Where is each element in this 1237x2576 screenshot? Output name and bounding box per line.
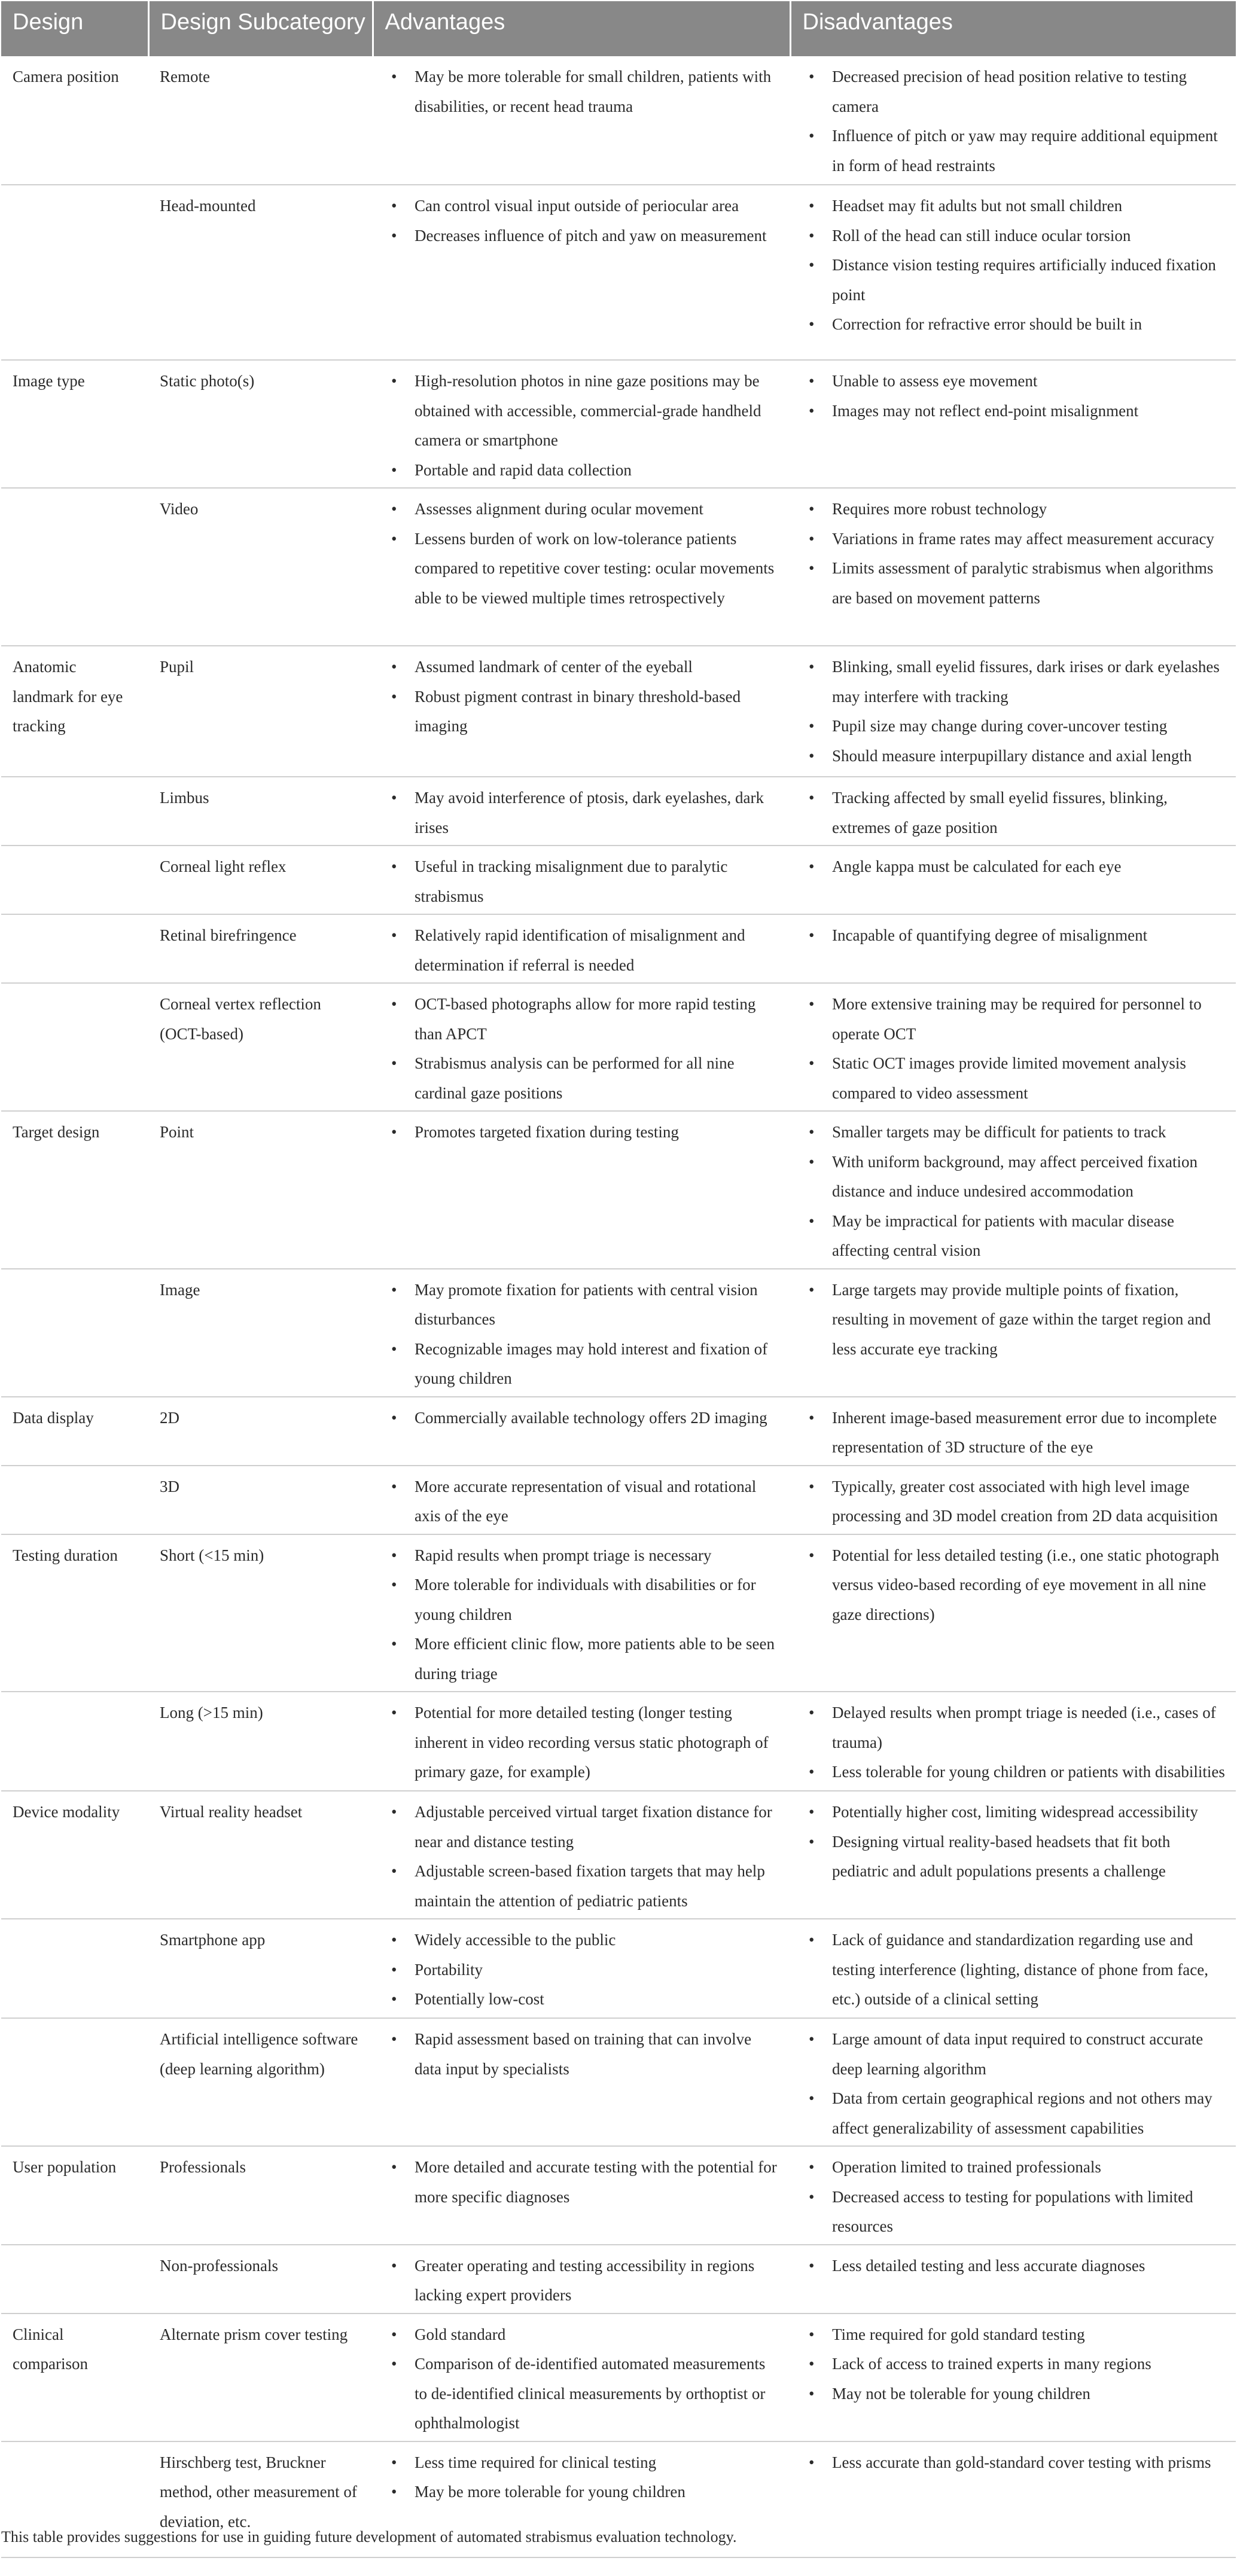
subcategory-label: Point [160, 1123, 194, 1141]
subcategory-cell [148, 2245, 373, 2313]
design-cell [1, 846, 148, 914]
advantage-item: • Widely accessible to the public [388, 1925, 782, 1955]
advantage-item: • Recognizable images may hold interest and fixation of young children [388, 1335, 782, 1394]
advantage-item: • Lessens burden of work on low-tolerance patients compared to repetitive cover testing: ocular movements able to be viewed multiple times retrospectively [388, 524, 782, 614]
advantage-list [388, 495, 782, 613]
advantage-list [388, 1118, 782, 1147]
advantage-list [388, 783, 782, 843]
subcategory-cell [148, 1269, 373, 1397]
advantage-list [388, 2025, 782, 2084]
disadvantage-item: • Incapable of quantifying degree of misalignment [806, 921, 1227, 951]
subcategory-cell [148, 185, 373, 360]
design-cell [1, 2146, 148, 2245]
table-row [1, 983, 1236, 1111]
disadvantage-item: • Influence of pitch or yaw may require additional equipment in form of head restraints [806, 121, 1227, 181]
disadvantage-item: • Delayed results when prompt triage is needed (i.e., cases of trauma) [806, 1698, 1227, 1757]
design-cell [1, 360, 148, 488]
advantage-cell [373, 2313, 790, 2441]
disadvantage-list [806, 783, 1227, 843]
disadvantage-list [806, 191, 1227, 340]
advantage-cell [373, 846, 790, 914]
design-cell [1, 185, 148, 360]
disadvantage-item: • Decreased access to testing for populations with limited resources [806, 2183, 1227, 2242]
design-cell [1, 1466, 148, 1534]
table-row [1, 1111, 1236, 1269]
disadvantage-item: • Lack of access to trained experts in many regions [806, 2349, 1227, 2379]
advantage-cell [373, 1534, 790, 1692]
advantage-item: • More detailed and accurate testing with the potential for more specific diagnoses [388, 2153, 782, 2212]
subcategory-cell [148, 2313, 373, 2441]
design-label: Testing duration [13, 1546, 118, 1564]
advantage-list [388, 1541, 782, 1689]
design-cell [1, 914, 148, 983]
advantage-item: • Can control visual input outside of periocular area [388, 191, 782, 221]
design-label: Camera position [13, 68, 119, 86]
disadvantage-cell [790, 1791, 1236, 1919]
design-cell [1, 488, 148, 646]
disadvantage-cell [790, 1466, 1236, 1534]
advantage-list [388, 191, 782, 251]
subcategory-label: Hirschberg test, Bruckner method, other measurement of deviation, etc. [160, 2453, 357, 2531]
design-cell [1, 777, 148, 846]
advantage-item: • More tolerable for individuals with disabilities or for young children [388, 1570, 782, 1629]
disadvantage-item: • Less accurate than gold-standard cover testing with prisms [806, 2448, 1227, 2478]
design-label: Anatomic landmark for eye tracking [13, 658, 123, 735]
disadvantage-cell [790, 1397, 1236, 1466]
advantage-item: • Comparison of de-identified automated measurements to de-identified clinical measurements by orthoptist or ophthalmologist [388, 2349, 782, 2438]
disadvantage-item: • Headset may fit adults but not small children [806, 191, 1227, 221]
subcategory-cell [148, 846, 373, 914]
advantage-item: • Promotes targeted fixation during testing [388, 1118, 782, 1147]
advantage-list [388, 2251, 782, 2311]
disadvantage-item: • Static OCT images provide limited movement analysis compared to video assessment [806, 1049, 1227, 1108]
disadvantage-cell [790, 2245, 1236, 2313]
disadvantage-list [806, 62, 1227, 181]
advantage-list [388, 652, 782, 741]
subcategory-label: Limbus [160, 789, 209, 807]
advantage-list [388, 1275, 782, 1394]
disadvantage-item: • Pupil size may change during cover-uncover testing [806, 712, 1227, 741]
table-row [1, 1397, 1236, 1466]
advantage-cell [373, 777, 790, 846]
advantage-item: • Potentially low-cost [388, 1985, 782, 2015]
disadvantage-item: • Limits assessment of paralytic strabismus when algorithms are based on movement patterns [806, 554, 1227, 613]
disadvantage-item: • Large targets may provide multiple points of fixation, resulting in movement of gaze within the target region and less accurate eye tracking [806, 1275, 1227, 1365]
subcategory-cell [148, 2018, 373, 2146]
advantage-item: • Gold standard [388, 2320, 782, 2350]
advantage-item: • Assesses alignment during ocular movement [388, 495, 782, 524]
design-cell [1, 1534, 148, 1692]
disadvantage-list [806, 2448, 1227, 2478]
design-label: Clinical comparison [13, 2325, 88, 2373]
disadvantage-cell [790, 1269, 1236, 1397]
disadvantage-item: • Large amount of data input required to construct accurate deep learning algorithm [806, 2025, 1227, 2084]
disadvantage-item: • Time required for gold standard testing [806, 2320, 1227, 2350]
disadvantage-item: • Angle kappa must be calculated for each eye [806, 852, 1227, 882]
advantage-cell [373, 185, 790, 360]
advantage-cell [373, 2146, 790, 2245]
subcategory-cell [148, 1919, 373, 2018]
disadvantage-cell [790, 646, 1236, 777]
advantage-list [388, 852, 782, 911]
design-cell [1, 646, 148, 777]
table-header [1, 1, 1236, 56]
disadvantage-list [806, 1797, 1227, 1887]
subcategory-label: Smartphone app [160, 1931, 266, 1949]
subcategory-cell [148, 914, 373, 983]
advantage-item: • Strabismus analysis can be performed for all nine cardinal gaze positions [388, 1049, 782, 1108]
advantage-cell [373, 56, 790, 185]
header-row [1, 1, 1236, 56]
header-disadvantages: Disadvantages [790, 1, 1236, 56]
advantage-list [388, 367, 782, 485]
table-row [1, 1791, 1236, 1919]
disadvantage-item: • Lack of guidance and standardization regarding use and testing interference (lighting, distance of phone from face, etc.) outside of a clinical setting [806, 1925, 1227, 2015]
table-row [1, 646, 1236, 777]
design-cell [1, 2313, 148, 2441]
disadvantage-list [806, 2251, 1227, 2281]
disadvantage-cell [790, 56, 1236, 185]
disadvantage-list [806, 1118, 1227, 1266]
disadvantage-list [806, 990, 1227, 1108]
design-cell [1, 2245, 148, 2313]
subcategory-cell [148, 1692, 373, 1791]
table-row [1, 914, 1236, 983]
advantage-item: • Portable and rapid data collection [388, 456, 782, 486]
advantage-item: • Relatively rapid identification of misalignment and determination if referral is needed [388, 921, 782, 980]
advantage-cell [373, 360, 790, 488]
advantage-item: • More accurate representation of visual and rotational axis of the eye [388, 1472, 782, 1531]
advantage-cell [373, 2018, 790, 2146]
table-row [1, 1919, 1236, 2018]
design-label: Image type [13, 372, 85, 390]
subcategory-cell [148, 1466, 373, 1534]
advantage-list [388, 1698, 782, 1787]
disadvantage-list [806, 852, 1227, 882]
design-cell [1, 1919, 148, 2018]
disadvantage-list [806, 1698, 1227, 1787]
disadvantage-list [806, 1403, 1227, 1463]
subcategory-cell [148, 646, 373, 777]
disadvantage-item: • Tracking affected by small eyelid fissures, blinking, extremes of gaze position [806, 783, 1227, 843]
advantage-list [388, 990, 782, 1108]
advantage-cell [373, 983, 790, 1111]
design-cell [1, 983, 148, 1111]
disadvantage-cell [790, 914, 1236, 983]
advantage-item: • May be more tolerable for young children [388, 2477, 782, 2507]
design-label: User population [13, 2158, 117, 2176]
disadvantage-item: • Data from certain geographical regions and not others may affect generalizability of assessment capabilities [806, 2084, 1227, 2143]
disadvantage-item: • Requires more robust technology [806, 495, 1227, 524]
table-row [1, 1269, 1236, 1397]
disadvantage-list [806, 2153, 1227, 2242]
advantage-item: • Potential for more detailed testing (longer testing inherent in video recording versus static photograph of primary gaze, for example) [388, 1698, 782, 1787]
advantage-list [388, 2448, 782, 2507]
advantage-cell [373, 1919, 790, 2018]
disadvantage-item: • May be impractical for patients with macular disease affecting central vision [806, 1207, 1227, 1266]
disadvantage-cell [790, 2441, 1236, 2557]
subcategory-label: Alternate prism cover testing [160, 2325, 348, 2343]
header-design-subcategory: Design Subcategory [148, 1, 373, 56]
subcategory-cell [148, 1791, 373, 1919]
subcategory-label: Virtual reality headset [160, 1803, 303, 1821]
design-cell [1, 1111, 148, 1269]
advantage-item: • Commercially available technology offers 2D imaging [388, 1403, 782, 1433]
disadvantage-cell [790, 2313, 1236, 2441]
disadvantage-cell [790, 1111, 1236, 1269]
subcategory-label: Non-professionals [160, 2256, 278, 2275]
advantage-cell [373, 914, 790, 983]
disadvantage-list [806, 652, 1227, 771]
disadvantage-item: • Variations in frame rates may affect measurement accuracy [806, 524, 1227, 554]
advantage-item: • Adjustable perceived virtual target fixation distance for near and distance testing [388, 1797, 782, 1857]
disadvantage-item: • Typically, greater cost associated with high level image processing and 3D model creation from 2D data acquisition [806, 1472, 1227, 1531]
design-cell [1, 1269, 148, 1397]
disadvantage-item: • Potentially higher cost, limiting widespread accessibility [806, 1797, 1227, 1827]
strabismus-design-table [1, 1, 1236, 2558]
advantage-item: • Decreases influence of pitch and yaw on measurement [388, 221, 782, 251]
advantage-item: • May avoid interference of ptosis, dark eyelashes, dark irises [388, 783, 782, 843]
disadvantage-item: • Potential for less detailed testing (i.e., one static photograph versus video-based recording of eye movement in all nine gaze directions) [806, 1541, 1227, 1630]
subcategory-label: Remote [160, 68, 210, 86]
table-row [1, 360, 1236, 488]
header-advantages: Advantages [373, 1, 790, 56]
advantage-list [388, 62, 782, 121]
disadvantage-list [806, 2320, 1227, 2409]
table-row [1, 1692, 1236, 1791]
advantage-item: • Rapid assessment based on training that can involve data input by specialists [388, 2025, 782, 2084]
advantage-item: • High-resolution photos in nine gaze positions may be obtained with accessible, commercial-grade handheld camera or smartphone [388, 367, 782, 456]
disadvantage-item: • With uniform background, may affect perceived fixation distance and induce undesired accommodation [806, 1147, 1227, 1207]
design-cell [1, 2018, 148, 2146]
advantage-cell [373, 646, 790, 777]
disadvantage-cell [790, 488, 1236, 646]
advantage-cell [373, 1111, 790, 1269]
advantage-cell [373, 488, 790, 646]
table-row [1, 1534, 1236, 1692]
design-label: Device modality [13, 1803, 120, 1821]
design-label: Target design [13, 1123, 100, 1141]
subcategory-label: Long (>15 min) [160, 1704, 263, 1722]
table-row [1, 2146, 1236, 2245]
disadvantage-cell [790, 1919, 1236, 2018]
table-row [1, 56, 1236, 185]
disadvantage-item: • Correction for refractive error should be built in [806, 310, 1227, 340]
advantage-cell [373, 1791, 790, 1919]
disadvantage-item: • Smaller targets may be difficult for patients to track [806, 1118, 1227, 1147]
disadvantage-cell [790, 2146, 1236, 2245]
advantage-cell [373, 1397, 790, 1466]
advantage-item: • Greater operating and testing accessibility in regions lacking expert providers [388, 2251, 782, 2311]
subcategory-label: Corneal vertex reflection (OCT-based) [160, 995, 321, 1043]
disadvantage-list [806, 1541, 1227, 1630]
advantage-list [388, 1403, 782, 1433]
disadvantage-item: • Decreased precision of head position relative to testing camera [806, 62, 1227, 121]
disadvantage-list [806, 495, 1227, 613]
subcategory-cell [148, 488, 373, 646]
design-label: Data display [13, 1408, 94, 1427]
disadvantage-cell [790, 2018, 1236, 2146]
design-cell [1, 1791, 148, 1919]
disadvantage-item: • Unable to assess eye movement [806, 367, 1227, 396]
advantage-list [388, 1472, 782, 1531]
disadvantage-item: • Inherent image-based measurement error due to incomplete representation of 3D structure of the eye [806, 1403, 1227, 1463]
advantage-list [388, 2153, 782, 2212]
subcategory-label: Head-mounted [160, 197, 256, 215]
subcategory-cell [148, 56, 373, 185]
design-cell [1, 56, 148, 185]
advantage-item: • Less time required for clinical testing [388, 2448, 782, 2478]
table-row [1, 488, 1236, 646]
subcategory-label: Pupil [160, 658, 194, 676]
subcategory-label: Artificial intelligence software (deep learning algorithm) [160, 2030, 358, 2078]
advantage-item: • Adjustable screen-based fixation targets that may help maintain the attention of pediatric patients [388, 1857, 782, 1916]
subcategory-cell [148, 983, 373, 1111]
advantage-item: • Rapid results when prompt triage is necessary [388, 1541, 782, 1571]
advantage-cell [373, 1692, 790, 1791]
subcategory-label: Retinal birefringence [160, 926, 297, 944]
advantage-item: • Robust pigment contrast in binary threshold-based imaging [388, 682, 782, 741]
advantage-cell [373, 2245, 790, 2313]
disadvantage-cell [790, 360, 1236, 488]
disadvantage-item: • Operation limited to trained professionals [806, 2153, 1227, 2183]
disadvantage-item: • Images may not reflect end-point misalignment [806, 396, 1227, 426]
subcategory-label: Professionals [160, 2158, 246, 2176]
advantage-list [388, 921, 782, 980]
advantage-cell [373, 1466, 790, 1534]
header-design: Design [1, 1, 148, 56]
disadvantage-cell [790, 777, 1236, 846]
advantage-cell [373, 1269, 790, 1397]
subcategory-label: Short (<15 min) [160, 1546, 264, 1564]
disadvantage-item: • Designing virtual reality-based headsets that fit both pediatric and adult populations presents a challenge [806, 1827, 1227, 1887]
advantage-item: • Useful in tracking misalignment due to paralytic strabismus [388, 852, 782, 911]
design-cell [1, 1397, 148, 1466]
disadvantage-cell [790, 846, 1236, 914]
disadvantage-item: • Distance vision testing requires artificially induced fixation point [806, 251, 1227, 310]
disadvantage-item: • Less tolerable for young children or patients with disabilities [806, 1757, 1227, 1787]
advantage-list [388, 2320, 782, 2438]
subcategory-label: Image [160, 1280, 200, 1299]
subcategory-label: Corneal light reflex [160, 857, 287, 875]
design-cell [1, 1692, 148, 1791]
disadvantage-cell [790, 185, 1236, 360]
disadvantage-list [806, 367, 1227, 426]
subcategory-cell [148, 1534, 373, 1692]
disadvantage-cell [790, 1692, 1236, 1791]
advantage-list [388, 1797, 782, 1916]
advantage-list [388, 1925, 782, 2015]
disadvantage-list [806, 2025, 1227, 2143]
disadvantage-list [806, 921, 1227, 951]
advantage-item: • More efficient clinic flow, more patients able to be seen during triage [388, 1629, 782, 1689]
subcategory-label: Static photo(s) [160, 372, 255, 390]
advantage-item: • OCT-based photographs allow for more rapid testing than APCT [388, 990, 782, 1049]
subcategory-cell [148, 1397, 373, 1466]
subcategory-cell [148, 1111, 373, 1269]
advantage-item: • May promote fixation for patients with central vision disturbances [388, 1275, 782, 1335]
subcategory-cell [148, 360, 373, 488]
table-row [1, 185, 1236, 360]
disadvantage-list [806, 1275, 1227, 1365]
disadvantage-cell [790, 983, 1236, 1111]
table-row [1, 2245, 1236, 2313]
disadvantage-item: • Less detailed testing and less accurate diagnoses [806, 2251, 1227, 2281]
table-row [1, 1466, 1236, 1534]
subcategory-label: 2D [160, 1408, 179, 1427]
subcategory-cell [148, 2146, 373, 2245]
disadvantage-item: • Blinking, small eyelid fissures, dark irises or dark eyelashes may interfere with tracking [806, 652, 1227, 712]
subcategory-label: Video [160, 500, 199, 518]
subcategory-label: 3D [160, 1477, 179, 1495]
table-row [1, 2313, 1236, 2441]
table-row [1, 846, 1236, 914]
disadvantage-item: • Should measure interpupillary distance and axial length [806, 741, 1227, 771]
advantage-item: • Assumed landmark of center of the eyeball [388, 652, 782, 682]
advantage-item: • May be more tolerable for small children, patients with disabilities, or recent head trauma [388, 62, 782, 121]
table-body [1, 56, 1236, 2557]
disadvantage-list [806, 1472, 1227, 1531]
table-footnote: This table provides suggestions for use in guiding future development of automated strabismus evaluation technology. [1, 2528, 737, 2546]
subcategory-cell [148, 777, 373, 846]
disadvantage-cell [790, 1534, 1236, 1692]
disadvantage-item: • May not be tolerable for young children [806, 2379, 1227, 2409]
table-row [1, 777, 1236, 846]
advantage-item: • Portability [388, 1955, 782, 1985]
disadvantage-item: • Roll of the head can still induce ocular torsion [806, 221, 1227, 251]
disadvantage-list [806, 1925, 1227, 2015]
table-row [1, 2018, 1236, 2146]
disadvantage-item: • More extensive training may be required for personnel to operate OCT [806, 990, 1227, 1049]
